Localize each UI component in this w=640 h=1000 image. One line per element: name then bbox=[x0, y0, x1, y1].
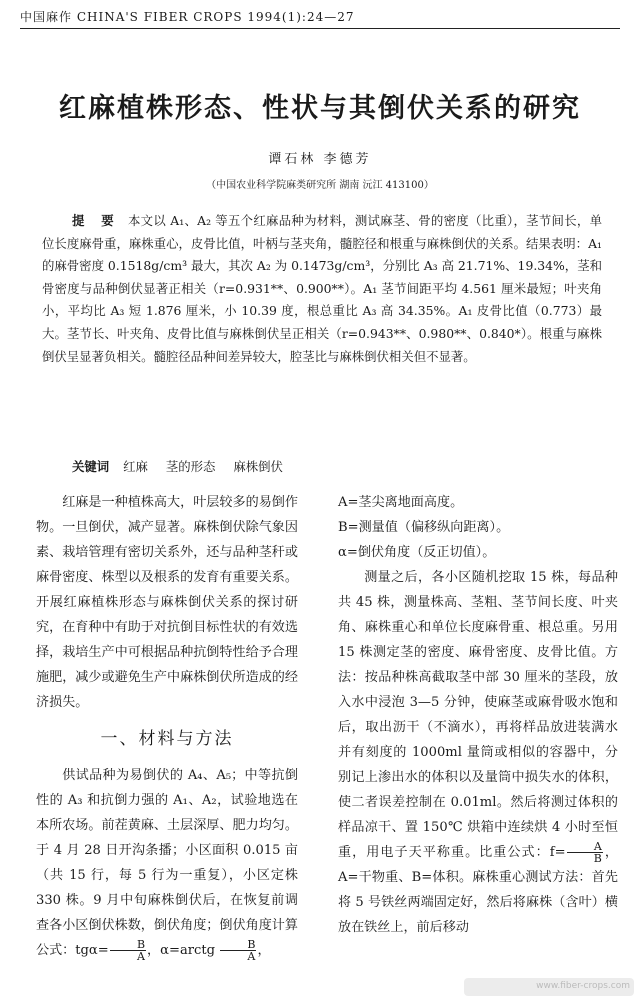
running-head: 中国麻作 CHINA'S FIBER CROPS 1994(1):24—27 bbox=[20, 8, 620, 29]
article-affiliation: （中国农业科学院麻类研究所 湖南 沅江 413100） bbox=[206, 180, 434, 191]
fraction-numerator: B bbox=[110, 939, 146, 951]
methods-paragraph bbox=[36, 763, 298, 963]
keyword-item: 红麻 bbox=[123, 459, 148, 474]
definition-alpha: α=倒伏角度（反正切值）。 bbox=[338, 545, 496, 560]
fraction-numerator: A bbox=[567, 841, 603, 853]
definition-a: A=茎尖离地面高度。 bbox=[338, 495, 464, 510]
fraction-denominator: A bbox=[247, 950, 256, 963]
formula-lead: tgα= bbox=[75, 943, 109, 958]
left-column bbox=[36, 490, 298, 963]
abstract-label: 提 要 bbox=[72, 213, 120, 228]
section-heading: 一、材料与方法 bbox=[100, 729, 234, 749]
keyword-item: 麻株倒伏 bbox=[233, 459, 283, 474]
article-authors: 谭石林 李德芳 bbox=[268, 152, 372, 167]
article-title: 红麻植株形态、性状与其倒伏关系的研究 bbox=[59, 93, 581, 124]
watermark bbox=[464, 978, 634, 996]
intro-paragraph: 红麻是一种植株高大，叶层较多的易倒作物。一旦倒伏，减产显著。麻株倒伏除气象因素、栽培管理有密切关系外，还与品种茎秆或麻骨密度、株型以及根系的发育有重要关系。开展红麻植株形态与麻株倒伏关系的探讨研究，在育种中有助于对抗倒目标性状的有效选择，栽培生产中可根据品种抗倒特性给予合理施肥，减少或避免生产中麻株倒伏所造成的经济损失。 bbox=[36, 495, 298, 710]
abstract-text: 本文以 A₁、A₂ 等五个红麻品种为材料，测试麻茎、骨的密度（比重），茎节间长，单位长度麻骨重，麻株重心，皮骨比值，叶柄与茎夹角，髓腔径和根重与麻株倒伏的关系。结果表明：A₁ 的麻骨密度 0.1518g/cm³ 最大，其次 A₂ 为 0.1473g/cm³，分别比 A₃ 高 21.71%、19.34%，茎和骨密度与品种倒伏显著正相关（r=0.931**、0.900**）。A₁ 茎节间距平均 4.561 厘米最短；叶夹角小，平均比 A₃ 短 1.876 厘米，小 10.39 度，根总重比 A₃ 高 34.35%。A₁ 皮骨比值（0.773）最大。茎节长、叶夹角、皮骨比值与麻株倒伏呈正相关（r=0.943**、0.980**、0.840*）。根重与麻株倒伏呈显著负相关。髓腔径品种间差异较大，腔茎比与麻株倒伏相关但不显著。 bbox=[42, 213, 602, 364]
abstract bbox=[42, 210, 602, 368]
fraction-denominator: B bbox=[593, 852, 602, 865]
keywords bbox=[72, 456, 592, 478]
formula-fraction bbox=[110, 939, 146, 962]
fraction-numerator: B bbox=[220, 939, 256, 951]
watermark-text: www.fiber-crops.com bbox=[536, 981, 630, 991]
definition-b: B=测量值（偏移纵向距离）。 bbox=[338, 520, 510, 535]
right-column bbox=[338, 490, 618, 940]
measurement-text: 测量之后，各小区随机挖取 15 株，每品种共 45 株，测量株高、茎粗、茎节间长度、叶夹角、麻株重心和单位长度麻骨重、根总重。另用 15 株测定茎的密度、麻骨密度、皮骨比值。方法：按品种株高截取茎中部 30 厘米的茎段，放入水中浸泡 3—5 分钟，使麻茎或麻骨吸水饱和后，取出沥干（不滴水），再将样品放进装满水并有刻度的 1000ml 量筒或相似的容器中，分别记上渗出水的体积以及量筒中损失水的体积，使二者误差控制在 0.01ml。然后将测过体积的样品凉干、置 150℃ 烘箱中连续烘 4 小时至恒重，用电子天平称重。比重公式： bbox=[338, 570, 618, 860]
formula-tail: ， bbox=[257, 943, 271, 958]
density-fraction bbox=[567, 841, 603, 864]
density-tail: ，A=干物重、B=体积。麻株重心测试方法：首先将 5 号铁丝两端固定好，然后将麻株（含叶）横放在铁丝上，前后移动 bbox=[338, 845, 619, 935]
measurement-paragraph bbox=[338, 565, 618, 940]
methods-text: 供试品种为易倒伏的 A₄、A₅；中等抗倒性的 A₃ 和抗倒力强的 A₁、A₂，试验地选在本所农场。前茬黄麻、土层深厚、肥力均匀。于 4 月 28 日开沟条播；小区面积 0.015 亩（共 15 行，每 5 行为一重复），小区定株 330 株。9 月中旬麻株倒伏后，在恢复前调查各小区倒伏株数，倒伏角度；倒伏角度计算公式： bbox=[36, 768, 298, 958]
keywords-label: 关键词 bbox=[72, 459, 110, 474]
formula-mid: ，α=arctg bbox=[147, 943, 220, 958]
keyword-item: 茎的形态 bbox=[165, 459, 216, 474]
fraction-denominator: A bbox=[137, 950, 145, 963]
formula-fraction bbox=[220, 939, 256, 962]
density-lead: f= bbox=[549, 845, 566, 860]
